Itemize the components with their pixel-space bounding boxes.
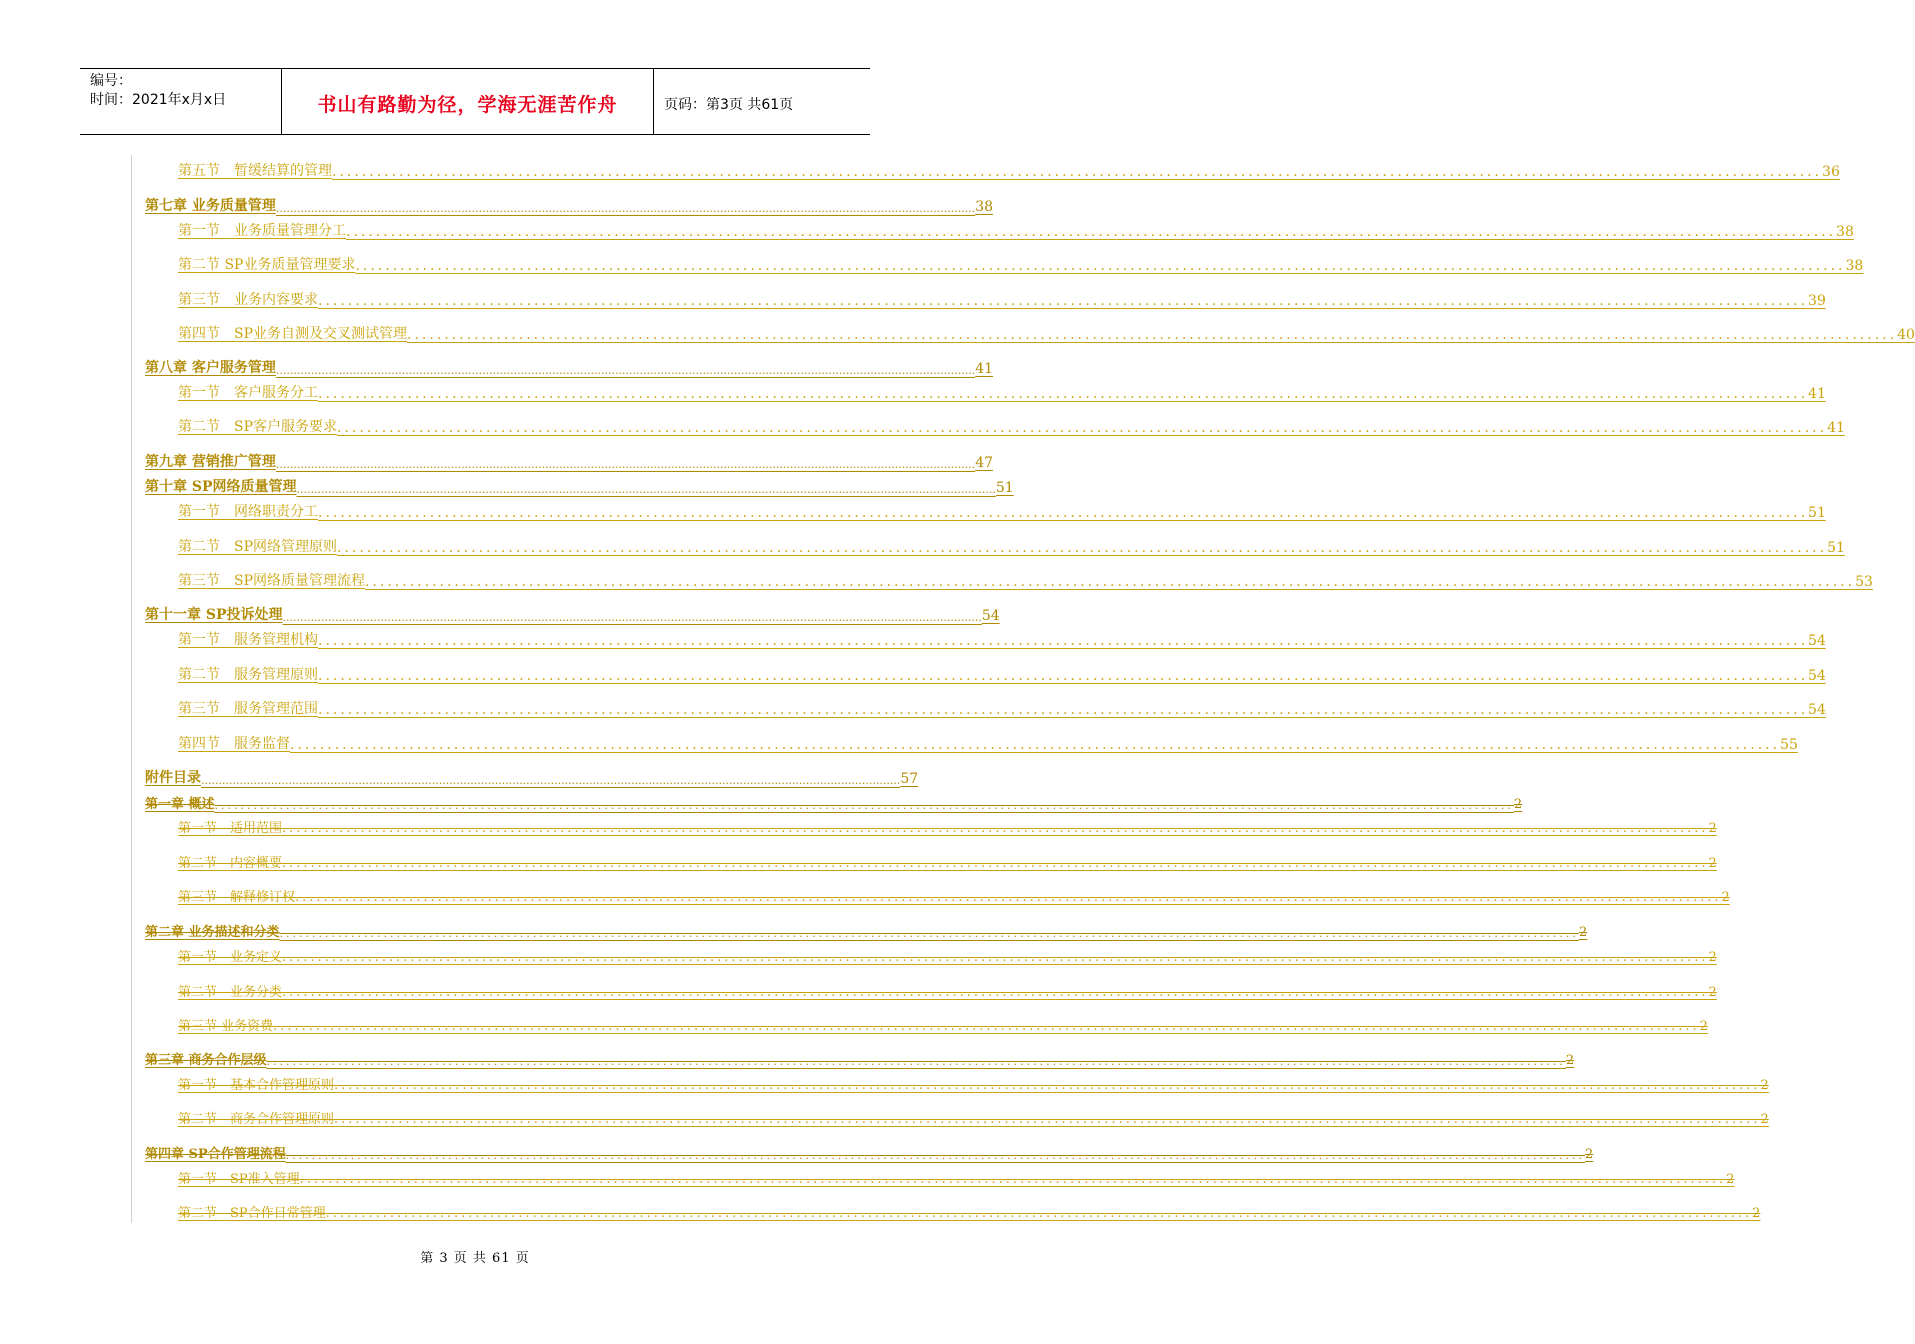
toc-entry-title: 第一节 客户服务分工 — [178, 385, 318, 401]
toc-entry-title: 第一节 业务质量管理分工 — [178, 223, 346, 239]
toc-page-number: 38 — [975, 199, 994, 215]
header-top-rule — [80, 68, 870, 69]
toc-chapter-link[interactable] — [0, 357, 994, 377]
toc-dot-leader: ........................................................................................................................................................................................................ — [407, 327, 1898, 343]
toc-chapter-link[interactable] — [0, 1048, 1575, 1068]
toc-dot-leader: ........................................................................................................................................................................................................ — [282, 821, 1709, 836]
toc-section-link[interactable] — [0, 570, 1873, 590]
toc-entry-title: 第十章 SP网络质量管理 — [145, 479, 297, 495]
toc-chapter-link[interactable] — [0, 476, 1014, 496]
toc-section-link[interactable] — [0, 1073, 1769, 1093]
toc-dot-leader: ........................................................................................................................................................................................................ — [318, 293, 1809, 309]
toc-chapter-link[interactable] — [0, 767, 919, 787]
toc-dot-leader: ........................................................................................................................................................................................................ — [266, 1055, 1566, 1068]
toc-page-number: 54 — [981, 608, 1000, 624]
toc-page-number: 2 — [1513, 797, 1523, 812]
toc-page-number: 36 — [1822, 164, 1840, 180]
toc-page-number: 2 — [1708, 821, 1717, 836]
toc-entry-title: 第一节 网络职责分工 — [178, 504, 318, 520]
toc-section-link[interactable] — [0, 323, 1915, 343]
toc-entry-title: 第三节 解释修订权 — [178, 890, 296, 905]
toc-section-link[interactable] — [0, 1107, 1769, 1127]
toc-chapter-link[interactable] — [0, 920, 1588, 940]
toc-dot-leader: ........................................................................................................................................................................................................ — [295, 890, 1722, 905]
header-number-label: 编号： — [90, 73, 132, 89]
toc-dot-leader: ........................................................................................................................................................................................................ — [273, 1019, 1700, 1034]
toc-entry-title: 第二章 业务描述和分类 — [145, 925, 280, 940]
header-meta — [90, 72, 226, 110]
toc-page-number: 55 — [1780, 737, 1798, 753]
toc-section-link[interactable] — [0, 698, 1826, 718]
toc-page-number: 54 — [1808, 633, 1826, 649]
toc-section-link[interactable] — [0, 416, 1845, 436]
toc-entry-title: 第二节 SP合作日常管理 — [178, 1206, 326, 1221]
toc-chapter-link[interactable] — [0, 604, 1000, 624]
toc-dot-leader: ........................................................................................................................................................................................................ — [318, 668, 1809, 684]
toc-section-link[interactable] — [0, 160, 1840, 180]
toc-section-link[interactable] — [0, 536, 1845, 556]
toc-section-link[interactable] — [0, 664, 1826, 684]
toc-page-number: 40 — [1897, 327, 1915, 343]
toc-section-link[interactable] — [0, 980, 1717, 1000]
toc-section-link[interactable] — [0, 851, 1717, 871]
toc-dot-leader: ........................................................................................................................................................................................................ — [282, 856, 1709, 871]
toc-dot-leader: ........................................................................................................................................................................................................ — [201, 774, 901, 787]
toc-entry-title: 第五节 暂缓结算的管理 — [178, 163, 332, 179]
toc-page-number: 51 — [1827, 540, 1845, 556]
toc-entry-title: 第一节 适用范围 — [178, 821, 283, 836]
toc-section-link[interactable] — [0, 1201, 1761, 1221]
header-time-label: 时间：2021年x月x日 — [90, 92, 227, 108]
header-motto: 书山有路勤为径，学海无涯苦作舟 — [317, 94, 618, 116]
toc-page-number: 54 — [1808, 702, 1826, 718]
toc-dot-leader: ........................................................................................................................................................................................................ — [290, 737, 1781, 753]
toc-page-number: 2 — [1708, 985, 1717, 1000]
toc-dot-leader: ........................................................................................................................................................................................................ — [275, 364, 976, 377]
toc-chapter-link[interactable] — [0, 451, 994, 471]
header-divider-right — [653, 68, 654, 135]
toc-section-link[interactable] — [0, 1167, 1735, 1187]
toc-entry-title: 第九章 营销推广管理 — [145, 454, 276, 470]
toc-dot-leader: ........................................................................................................................................................................................................ — [282, 611, 982, 624]
toc-page-number: 2 — [1565, 1053, 1575, 1068]
toc-page-number: 2 — [1708, 856, 1717, 871]
toc-page-number: 2 — [1721, 890, 1730, 905]
toc-dot-leader: ........................................................................................................................................................................................................ — [334, 1112, 1761, 1127]
toc-section-link[interactable] — [0, 254, 1864, 274]
page-footer: 第 3 页 共 61 页 — [420, 1251, 530, 1266]
toc-page-number: 2 — [1585, 1147, 1594, 1162]
toc-section-link[interactable] — [0, 629, 1826, 649]
toc-entry-title: 第一节 业务定义 — [178, 950, 283, 965]
toc-section-link[interactable] — [0, 220, 1854, 240]
toc-dot-leader: ........................................................................................................................................................................................................ — [285, 1149, 1586, 1162]
toc-dot-leader: ........................................................................................................................................................................................................ — [275, 202, 976, 215]
toc-entry-title: 第一节 基本合作管理原则 — [178, 1078, 335, 1093]
toc-page-number: 39 — [1808, 293, 1826, 309]
toc-page-number: 54 — [1808, 668, 1826, 684]
toc-dot-leader: ........................................................................................................................................................................................................ — [332, 164, 1823, 180]
toc-dot-leader: ........................................................................................................................................................................................................ — [337, 420, 1828, 436]
toc-dot-leader: ........................................................................................................................................................................................................ — [318, 505, 1809, 521]
toc-entry-title: 第三节 业务内容要求 — [178, 292, 318, 308]
toc-section-link[interactable] — [0, 816, 1717, 836]
toc-entry-title: 第四节 SP业务自测及交叉测试管理 — [178, 326, 408, 342]
toc-page-number: 47 — [975, 455, 994, 471]
toc-chapter-link[interactable] — [0, 195, 994, 215]
toc-entry-title: 第一节 SP准入管理 — [178, 1172, 300, 1187]
toc-chapter-link[interactable] — [0, 1142, 1594, 1162]
toc-dot-leader: ........................................................................................................................................................................................................ — [318, 633, 1809, 649]
toc-entry-title: 第十一章 SP投诉处理 — [145, 607, 283, 623]
toc-page-number: 2 — [1708, 950, 1717, 965]
toc-entry-title: 第二节 SP客户服务要求 — [178, 419, 338, 435]
toc-section-link[interactable] — [0, 289, 1826, 309]
toc-entry-title: 第二节 服务管理原则 — [178, 667, 318, 683]
toc-dot-leader: ........................................................................................................................................................................................................ — [325, 1206, 1753, 1221]
toc-entry-title: 第八章 客户服务管理 — [145, 360, 276, 376]
toc-page-number: 41 — [1827, 420, 1845, 436]
toc-entry-title: 第二节 SP业务质量管理要求 — [178, 257, 356, 273]
toc-section-link[interactable] — [0, 501, 1826, 521]
header-page-info: 页码：第3页 共61页 — [664, 97, 794, 113]
toc-page-number: 51 — [995, 480, 1014, 496]
toc-dot-leader: ........................................................................................................................................................................................................ — [282, 985, 1709, 1000]
toc-entry-title: 附件目录 — [145, 770, 201, 786]
toc-entry-title: 第二节 商务合作管理原则 — [178, 1112, 335, 1127]
toc-dot-leader: ........................................................................................................................................................................................................ — [282, 950, 1709, 965]
toc-page-number: 51 — [1808, 505, 1826, 521]
toc-dot-leader: ........................................................................................................................................................................................................ — [365, 574, 1856, 590]
toc-entry-title: 第七章 业务质量管理 — [145, 198, 276, 214]
toc-entry-title: 第三章 商务合作层级 — [145, 1053, 267, 1068]
toc-dot-leader: ........................................................................................................................................................................................................ — [355, 258, 1846, 274]
toc-dot-leader: ........................................................................................................................................................................................................ — [337, 540, 1828, 556]
toc-section-link[interactable] — [0, 945, 1717, 965]
toc-page-number: 2 — [1726, 1172, 1735, 1187]
toc-entry-title: 第三节 SP网络质量管理流程 — [178, 573, 366, 589]
toc-section-link[interactable] — [0, 382, 1826, 402]
toc-dot-leader: ........................................................................................................................................................................................................ — [346, 224, 1837, 240]
toc-page-number: 2 — [1760, 1112, 1769, 1127]
toc-section-link[interactable] — [0, 733, 1798, 753]
toc-dot-leader: ........................................................................................................................................................................................................ — [318, 386, 1809, 402]
toc-page-number: 38 — [1845, 258, 1864, 274]
toc-dot-leader: ........................................................................................................................................................................................................ — [279, 927, 1579, 940]
toc-page-number: 38 — [1836, 224, 1854, 240]
toc-page-number: 53 — [1855, 574, 1873, 590]
toc-dot-leader: ........................................................................................................................................................................................................ — [214, 799, 1514, 812]
toc-entry-title: 第四节 服务监督 — [178, 736, 290, 752]
toc-entry-title: 第四章 SP合作管理流程 — [145, 1147, 286, 1162]
toc-dot-leader: ........................................................................................................................................................................................................ — [299, 1172, 1727, 1187]
toc-entry-title: 第一节 服务管理机构 — [178, 632, 318, 648]
toc-page-number: 2 — [1699, 1019, 1708, 1034]
toc-dot-leader: ........................................................................................................................................................................................................ — [334, 1078, 1761, 1093]
toc-entry-title: 第一章 概述 — [145, 797, 215, 812]
toc-entry-title: 第二节 内容概要 — [178, 856, 283, 871]
toc-chapter-link[interactable] — [0, 792, 1523, 812]
header-bottom-rule — [80, 134, 870, 135]
toc-section-link[interactable] — [0, 1014, 1708, 1034]
toc-entry-title: 第二节 业务分类 — [178, 985, 283, 1000]
toc-entry-title: 第二节 SP网络管理原则 — [178, 539, 338, 555]
toc-page-number: 2 — [1752, 1206, 1761, 1221]
toc-dot-leader: ........................................................................................................................................................................................................ — [318, 702, 1809, 718]
toc-page-number: 41 — [975, 361, 994, 377]
toc-page-number: 2 — [1578, 925, 1588, 940]
toc-dot-leader: ........................................................................................................................................................................................................ — [275, 458, 976, 471]
toc-page-number: 2 — [1760, 1078, 1769, 1093]
toc-page-number: 41 — [1808, 386, 1826, 402]
toc-entry-title: 第三节 业务资费 — [178, 1019, 274, 1034]
toc-section-link[interactable] — [0, 885, 1730, 905]
toc-dot-leader: ........................................................................................................................................................................................................ — [296, 483, 996, 496]
toc-entry-title: 第三节 服务管理范围 — [178, 701, 318, 717]
toc-page-number: 57 — [900, 771, 919, 787]
